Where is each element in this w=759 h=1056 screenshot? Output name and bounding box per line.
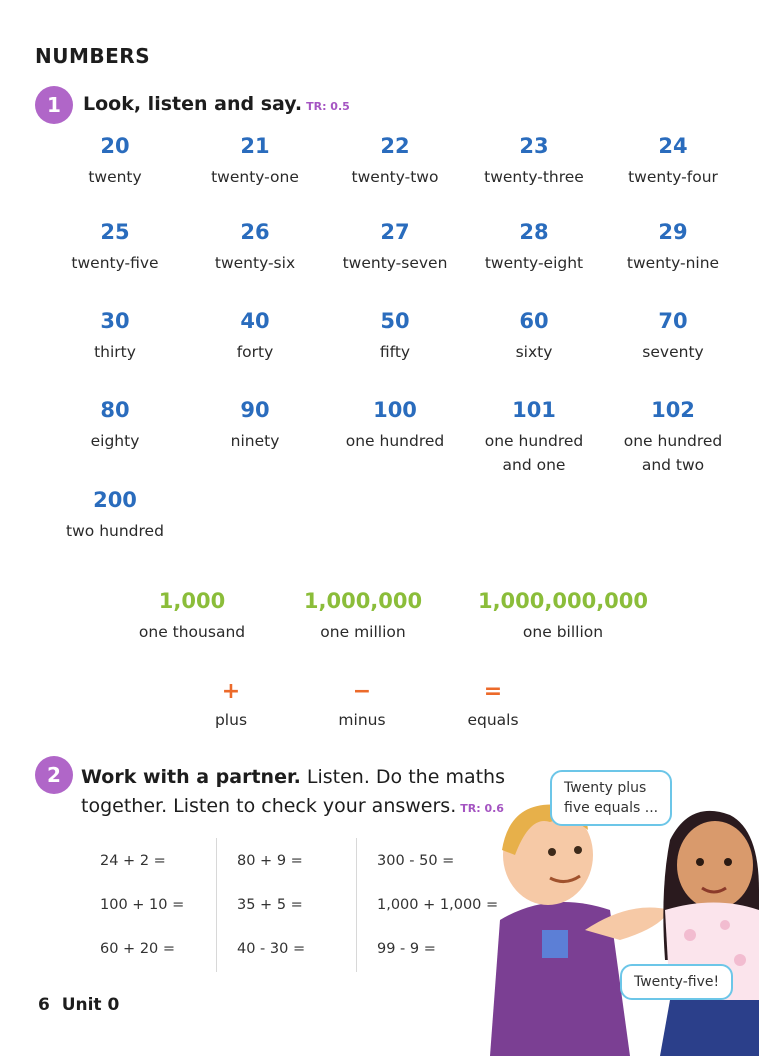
- boy-speech-line1: Twenty plus: [564, 780, 647, 796]
- number-digits: 26: [240, 220, 270, 244]
- exercise-2-instruction-line2: together. Listen to check your answers.: [81, 795, 457, 817]
- equation: 1,000 + 1,000 =: [377, 897, 499, 913]
- big-number-cell: [463, 588, 663, 644]
- number-cell: [603, 219, 743, 275]
- math-symbol-word: minus: [338, 711, 386, 729]
- column-divider: [216, 838, 217, 972]
- number-word: one hundred and one: [484, 432, 584, 474]
- page-number: 6: [38, 995, 50, 1015]
- math-symbol-cell: [312, 680, 412, 732]
- number-word: twenty-three: [484, 168, 584, 186]
- math-symbol-cell: [443, 680, 543, 732]
- number-word: thirty: [94, 343, 136, 361]
- girl-speech-bubble: Twenty-five!: [620, 964, 733, 1000]
- column-divider: [356, 838, 357, 972]
- number-word: twenty: [88, 168, 142, 186]
- number-digits: 101: [512, 398, 556, 422]
- number-cell: [325, 219, 465, 275]
- equation: 100 + 10 =: [100, 897, 185, 913]
- number-cell: [603, 397, 743, 477]
- number-digits: 21: [240, 134, 270, 158]
- number-cell: [185, 219, 325, 275]
- number-word: twenty-one: [211, 168, 299, 186]
- number-word: twenty-seven: [342, 254, 448, 272]
- number-word: two hundred: [66, 522, 164, 540]
- number-digits: 200: [93, 488, 137, 512]
- number-cell: [325, 397, 465, 453]
- number-word: forty: [236, 343, 274, 361]
- exercise-2-title: [81, 763, 505, 823]
- big-number-cell: [283, 588, 443, 644]
- shirt-print: [542, 930, 568, 958]
- math-symbol: =: [483, 679, 503, 704]
- math-symbol: +: [221, 679, 241, 704]
- math-symbol-word: equals: [467, 711, 519, 729]
- number-digits: 102: [651, 398, 695, 422]
- girl-skirt: [660, 1000, 759, 1056]
- big-number-word: one million: [320, 623, 406, 641]
- number-digits: 60: [519, 309, 549, 333]
- number-cell: [45, 397, 185, 453]
- number-cell: [185, 308, 325, 364]
- number-digits: 90: [240, 398, 270, 422]
- number-word: twenty-two: [351, 168, 439, 186]
- number-cell: [464, 397, 604, 477]
- number-digits: 20: [100, 134, 130, 158]
- number-word: twenty-five: [71, 254, 159, 272]
- number-digits: 100: [373, 398, 417, 422]
- number-cell: [464, 219, 604, 275]
- math-symbol-word: plus: [214, 711, 248, 729]
- number-digits: 29: [658, 220, 688, 244]
- number-digits: 25: [100, 220, 130, 244]
- number-word: twenty-eight: [484, 254, 584, 272]
- math-symbol-cell: [181, 680, 281, 732]
- girl-face: [677, 821, 753, 909]
- math-symbol: −: [352, 679, 372, 704]
- exercise-1-instruction: Look, listen and say.: [83, 93, 303, 115]
- number-digits: 24: [658, 134, 688, 158]
- big-number-digits: 1,000,000,000: [477, 589, 649, 613]
- number-digits: 40: [240, 309, 270, 333]
- number-word: fifty: [379, 343, 411, 361]
- equation: 24 + 2 =: [100, 853, 166, 869]
- number-cell: [185, 397, 325, 453]
- equation: 40 - 30 =: [237, 941, 306, 957]
- number-digits: 22: [380, 134, 410, 158]
- exercise-2-badge: 2: [35, 756, 73, 794]
- equation: 60 + 20 =: [100, 941, 176, 957]
- exercise-2-instruction: Listen. Do the maths: [300, 766, 505, 788]
- number-digits: 50: [380, 309, 410, 333]
- number-cell: [464, 308, 604, 364]
- exercise-1-badge: 1: [35, 86, 73, 124]
- equation: 99 - 9 =: [377, 941, 436, 957]
- big-number-cell: [122, 588, 262, 644]
- exercise-1-track: TR: 0.5: [306, 100, 350, 113]
- page-footer: [38, 995, 119, 1015]
- boy-speech-bubble: [550, 770, 672, 826]
- number-cell: [45, 487, 185, 543]
- big-number-word: one thousand: [138, 623, 246, 641]
- number-cell: [325, 308, 465, 364]
- number-cell: [464, 133, 604, 189]
- equation: 35 + 5 =: [237, 897, 303, 913]
- unit-label: Unit 0: [61, 995, 120, 1015]
- number-digits: 80: [100, 398, 130, 422]
- number-word: twenty-four: [628, 168, 718, 186]
- number-digits: 70: [658, 309, 688, 333]
- big-number-digits: 1,000,000: [303, 589, 423, 613]
- number-cell: [45, 133, 185, 189]
- exercise-2-track: TR: 0.6: [460, 802, 504, 815]
- exercise-1-title: [83, 93, 350, 115]
- number-word: one hundred: [345, 432, 445, 450]
- equation: 300 - 50 =: [377, 853, 455, 869]
- number-digits: 28: [519, 220, 549, 244]
- page-heading: NUMBERS: [35, 44, 151, 68]
- number-digits: 27: [380, 220, 410, 244]
- big-number-word: one billion: [522, 623, 604, 641]
- number-word: twenty-nine: [626, 254, 720, 272]
- number-cell: [603, 308, 743, 364]
- big-number-digits: 1,000: [158, 589, 226, 613]
- number-word: one hundred and two: [623, 432, 723, 474]
- number-word: seventy: [642, 343, 704, 361]
- equation: 80 + 9 =: [237, 853, 303, 869]
- number-cell: [325, 133, 465, 189]
- number-word: sixty: [515, 343, 553, 361]
- number-cell: [185, 133, 325, 189]
- number-cell: [45, 219, 185, 275]
- number-cell: [45, 308, 185, 364]
- number-cell: [603, 133, 743, 189]
- number-digits: 30: [100, 309, 130, 333]
- number-word: ninety: [230, 432, 280, 450]
- exercise-2-instruction-bold: Work with a partner.: [81, 766, 301, 788]
- number-word: twenty-six: [214, 254, 296, 272]
- number-word: eighty: [90, 432, 140, 450]
- boy-speech-line2: five equals ...: [564, 800, 659, 816]
- number-digits: 23: [519, 134, 549, 158]
